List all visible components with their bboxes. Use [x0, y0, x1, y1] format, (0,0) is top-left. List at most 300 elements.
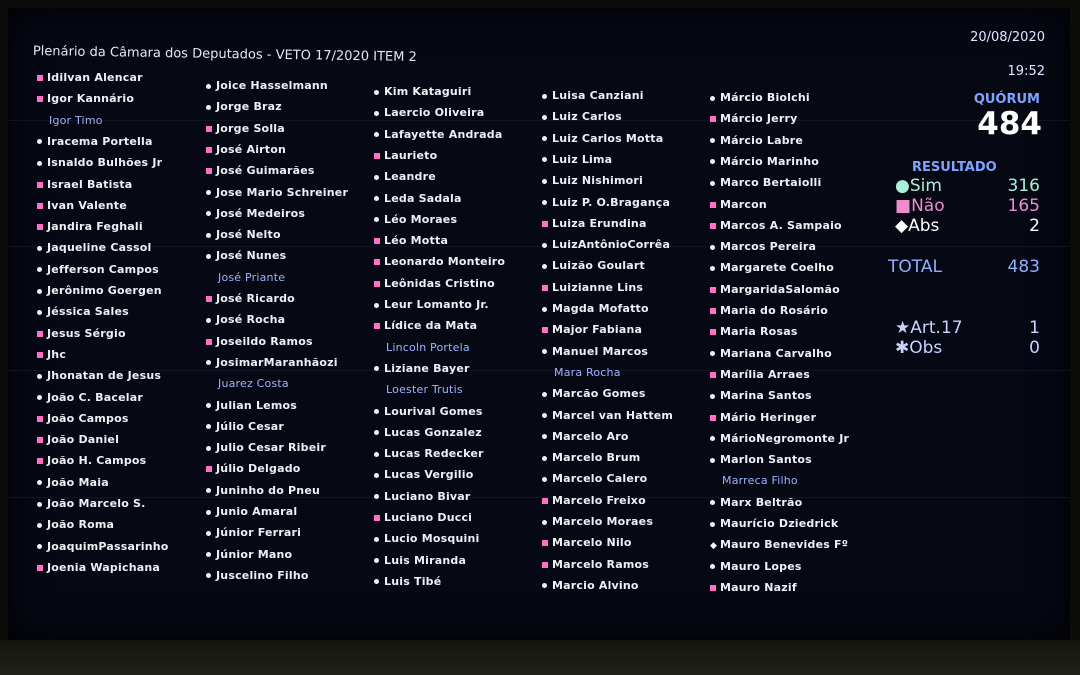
scan-line — [8, 246, 1070, 247]
sim-dot-icon — [206, 207, 216, 220]
deputy-name: João Marcelo S. — [47, 497, 146, 510]
deputy-vote-row — [37, 92, 134, 110]
deputy-vote-row — [37, 241, 151, 259]
deputy-vote-row — [206, 569, 309, 587]
deputy-name: Luiz Lima — [552, 152, 613, 166]
sim-dot-icon — [542, 174, 552, 187]
deputy-vote-row — [710, 347, 832, 365]
nao-square-icon — [37, 220, 47, 233]
deputy-name: Maria Rosas — [720, 325, 798, 339]
sim-dot-icon — [374, 426, 384, 439]
deputy-vote-row — [542, 259, 645, 277]
sim-dot-icon — [374, 468, 384, 481]
deputy-vote-row — [374, 277, 495, 295]
deputy-name: Luisa Canziani — [552, 89, 644, 102]
sim-dot-icon — [374, 128, 384, 141]
deputy-vote-row — [37, 114, 103, 132]
deputy-vote-row — [542, 153, 612, 171]
deputy-vote-row — [206, 399, 297, 417]
result-label: RESULTADO — [912, 160, 997, 175]
deputy-vote-row — [37, 476, 109, 494]
deputy-vote-row — [374, 490, 471, 508]
sim-dot-icon — [37, 135, 47, 148]
nao-square-icon — [37, 412, 47, 425]
deputy-vote-row — [37, 327, 126, 345]
deputy-name: JosimarMaranhãozi — [216, 355, 338, 369]
sim-dot-icon — [206, 79, 216, 92]
nao-square-icon — [206, 292, 216, 305]
sim-dot-icon — [206, 484, 216, 497]
deputy-name: Marcos A. Sampaio — [720, 218, 842, 232]
sim-dot-icon — [542, 196, 552, 209]
deputy-vote-row — [710, 261, 834, 279]
deputy-name: José Guimarães — [216, 164, 315, 178]
deputy-vote-row — [37, 71, 143, 89]
sim-dot-icon — [37, 369, 47, 382]
deputy-vote-row — [374, 149, 437, 167]
deputy-vote-row — [374, 234, 448, 252]
nao-square-icon — [206, 335, 216, 348]
deputy-name: Marcelo Freixo — [552, 493, 646, 507]
deputy-vote-row — [206, 79, 328, 97]
deputy-name: Márcio Jerry — [720, 112, 798, 126]
deputy-vote-row — [374, 298, 489, 316]
nao-square-icon — [542, 494, 552, 507]
nao-square-icon — [37, 178, 47, 191]
deputy-vote-row — [710, 283, 840, 301]
deputy-vote-row — [37, 369, 161, 387]
sim-dot-icon — [710, 432, 720, 445]
deputy-name: Júlio Delgado — [216, 462, 301, 476]
deputy-vote-row — [206, 207, 305, 225]
deputy-vote-row — [542, 132, 663, 150]
deputy-vote-row — [710, 198, 767, 216]
sim-dot-icon — [710, 517, 720, 530]
deputy-name: Laurieto — [384, 148, 438, 162]
sim-dot-icon — [37, 263, 47, 276]
deputy-vote-row — [37, 199, 127, 217]
sim-dot-icon — [206, 313, 216, 326]
nao-square-icon — [206, 143, 216, 156]
deputy-vote-row — [710, 474, 798, 492]
result-abs-label: ◆Abs — [895, 216, 940, 236]
scan-line — [8, 370, 1070, 371]
nao-square-icon — [542, 558, 552, 571]
deputy-vote-row — [37, 412, 129, 430]
deputy-name: Marreca Filho — [722, 474, 798, 488]
deputy-vote-row — [374, 426, 482, 444]
deputy-vote-row — [374, 341, 470, 359]
nao-square-icon — [710, 112, 720, 125]
deputy-name: Luciano Bivar — [384, 489, 471, 503]
deputy-vote-row — [542, 196, 670, 214]
deputy-vote-row — [710, 368, 810, 386]
deputy-name: Julian Lemos — [216, 398, 297, 412]
session-date: 20/08/2020 — [970, 30, 1045, 45]
result-total-label: TOTAL — [888, 257, 942, 277]
deputy-vote-row — [374, 554, 466, 572]
deputy-vote-row — [710, 496, 802, 514]
deputy-name: Jaqueline Cassol — [47, 241, 152, 255]
deputy-vote-row — [710, 453, 812, 471]
deputy-vote-row — [374, 213, 457, 231]
sim-dot-icon — [37, 305, 47, 318]
nao-square-icon — [542, 323, 552, 336]
sim-dot-icon — [542, 153, 552, 166]
sim-dot-icon — [206, 100, 216, 113]
deputy-name: Juninho do Pneu — [216, 483, 321, 497]
nao-square-icon — [710, 411, 720, 424]
deputy-vote-row — [206, 420, 284, 438]
nao-square-icon — [37, 199, 47, 212]
deputy-name: Jhc — [47, 347, 67, 361]
deputy-vote-row — [206, 462, 301, 480]
deputy-vote-row — [37, 540, 169, 558]
deputy-name: Ivan Valente — [47, 198, 127, 212]
deputy-name: Marlon Santos — [720, 453, 812, 467]
nao-square-icon — [206, 164, 216, 177]
deputy-name: Júnior Mano — [216, 547, 293, 561]
deputy-vote-row — [710, 581, 797, 599]
sim-dot-icon — [374, 575, 384, 588]
deputy-vote-row — [206, 548, 292, 566]
star-icon: ★ — [895, 318, 911, 338]
result-art17-value: 1 — [1029, 318, 1040, 338]
deputy-vote-row — [374, 511, 472, 529]
nao-square-icon — [710, 581, 720, 594]
nao-square-icon — [37, 92, 47, 105]
deputy-vote-row — [374, 383, 463, 401]
deputy-name: Lídice da Mata — [384, 319, 478, 333]
deputy-vote-row — [542, 558, 649, 576]
deputy-name: Maria do Rosário — [720, 304, 829, 317]
result-obs-label: ✱Obs — [895, 338, 943, 358]
deputy-name: Marcelo Calero — [552, 472, 648, 486]
sim-dot-icon — [542, 132, 552, 145]
deputy-vote-row — [542, 579, 639, 597]
deputy-vote-row — [374, 468, 474, 486]
result-sim-value: 316 — [1007, 176, 1040, 196]
deputy-name: Marcelo Ramos — [552, 557, 649, 571]
deputy-vote-row — [542, 323, 642, 341]
nao-square-icon — [710, 368, 720, 381]
deputy-vote-row — [374, 362, 470, 380]
deputy-vote-row — [37, 561, 160, 579]
deputy-vote-row — [710, 155, 819, 173]
deputy-vote-row — [710, 240, 816, 258]
deputy-name: Jandira Feghali — [47, 220, 143, 234]
deputy-name: Igor Timo — [49, 113, 103, 127]
sim-dot-icon — [37, 241, 47, 254]
sim-dot-icon — [710, 261, 720, 274]
deputy-vote-row — [542, 472, 647, 490]
nao-square-icon — [542, 536, 552, 549]
deputy-name: Leônidas Cristino — [384, 276, 495, 290]
deputy-name: Márcio Biolchi — [720, 91, 810, 104]
deputy-vote-row — [542, 110, 622, 128]
quorum-label: QUÓRUM — [973, 92, 1040, 107]
scan-line — [8, 497, 1070, 498]
deputy-vote-row — [710, 325, 798, 343]
nao-square-icon — [37, 561, 47, 574]
sim-dot-icon — [37, 391, 47, 404]
deputy-name: Márcio Marinho — [720, 154, 820, 168]
session-time: 19:52 — [1007, 64, 1045, 79]
deputy-name: Junio Amaral — [216, 505, 298, 518]
deputy-vote-row — [37, 284, 162, 302]
deputy-vote-row — [710, 560, 802, 578]
nao-square-icon — [37, 348, 47, 361]
deputy-vote-row — [206, 313, 285, 331]
nao-square-icon — [710, 198, 720, 211]
deputy-name: Mauro Nazif — [720, 580, 797, 594]
deputy-name: Leda Sadala — [384, 191, 462, 205]
deputy-vote-row — [37, 178, 132, 196]
nao-square-icon — [542, 281, 552, 294]
deputy-vote-row — [710, 411, 816, 429]
deputy-name: LuizAntônioCorrêa — [552, 238, 671, 252]
deputy-vote-row — [542, 494, 646, 512]
deputy-name: João Daniel — [47, 433, 120, 447]
sim-dot-icon — [710, 176, 720, 189]
deputy-name: José Nelto — [216, 228, 281, 242]
deputy-name: Kim Kataguiri — [384, 85, 472, 98]
deputy-name: Joenia Wapichana — [47, 560, 161, 574]
deputy-vote-row — [206, 441, 326, 459]
deputy-name: José Medeiros — [216, 206, 306, 220]
nao-square-icon — [710, 219, 720, 232]
deputy-name: Loester Trutis — [386, 383, 463, 397]
nao-square-icon — [37, 454, 47, 467]
deputy-name: Marcão Gomes — [552, 387, 646, 401]
sim-dot-icon — [374, 85, 384, 98]
deputy-vote-row — [206, 143, 286, 161]
sim-dot-icon — [542, 579, 552, 592]
deputy-name: Léo Motta — [384, 234, 449, 248]
sim-dot-icon — [710, 134, 720, 147]
deputy-vote-row — [542, 281, 643, 299]
sim-dot-icon — [374, 192, 384, 205]
deputy-vote-row — [542, 515, 653, 533]
deputy-name: João Roma — [47, 518, 115, 532]
deputy-name: Leonardo Monteiro — [384, 255, 506, 269]
deputy-vote-row — [206, 356, 338, 374]
deputy-name: Marília Arraes — [720, 367, 810, 381]
deputy-name: Marcelo Brum — [552, 451, 641, 465]
sim-dot-icon — [542, 515, 552, 528]
deputy-name: Israel Batista — [47, 177, 133, 191]
sim-dot-icon — [206, 186, 216, 199]
sim-dot-icon — [542, 259, 552, 272]
nao-square-icon — [710, 325, 720, 338]
deputy-vote-row — [374, 447, 484, 465]
nao-square-icon: ■ — [895, 196, 912, 216]
nao-square-icon — [206, 462, 216, 475]
nao-square-icon — [710, 283, 720, 296]
session-title: Plenário da Câmara dos Deputados - VETO 17/2020 ITEM 2 — [32, 44, 417, 66]
deputy-vote-row — [374, 319, 477, 337]
nao-square-icon — [374, 149, 384, 162]
deputy-name: MárioNegromonte Jr — [720, 431, 850, 445]
result-sim-label: ●Sim — [895, 176, 942, 196]
sim-dot-icon — [542, 409, 552, 422]
nao-square-icon — [374, 277, 384, 290]
result-total-value: 483 — [1007, 257, 1040, 277]
deputy-name: Jesus Sérgio — [47, 326, 126, 340]
deputy-name: Luiz P. O.Bragança — [552, 195, 671, 209]
deputy-name: Major Fabiana — [552, 323, 643, 337]
deputy-name: Marcon — [720, 197, 767, 211]
deputy-name: Julio Cesar Ribeir — [216, 441, 326, 455]
deputy-name: Lourival Gomes — [384, 404, 483, 418]
sim-dot-icon — [374, 106, 384, 119]
sim-dot-icon — [206, 420, 216, 433]
deputy-name: José Priante — [218, 270, 286, 284]
deputy-name: Iracema Portella — [47, 134, 153, 148]
deputy-vote-row — [37, 263, 159, 281]
sim-dot-icon — [374, 447, 384, 460]
nao-square-icon — [374, 511, 384, 524]
deputy-name: Luis Tibé — [384, 574, 442, 588]
nao-square-icon — [710, 304, 720, 317]
deputy-name: Margarete Coelho — [720, 261, 834, 275]
deputy-name: Mauro Lopes — [720, 559, 802, 573]
deputy-name: Luis Miranda — [384, 553, 467, 567]
deputy-vote-row — [206, 164, 315, 182]
sim-dot-icon — [542, 238, 552, 251]
deputy-vote-row — [37, 135, 153, 153]
deputy-vote-row — [542, 217, 647, 235]
deputy-vote-row — [710, 112, 797, 130]
sim-dot-icon — [542, 430, 552, 443]
deputy-name: Marcelo Nilo — [552, 536, 632, 550]
deputy-vote-row — [206, 186, 348, 204]
deputy-vote-row — [710, 176, 822, 194]
deputy-vote-row — [542, 451, 640, 469]
deputy-vote-row — [37, 156, 162, 174]
sim-dot-icon — [374, 362, 384, 375]
nao-square-icon — [542, 217, 552, 230]
sim-dot-icon — [710, 155, 720, 168]
deputy-name: Juscelino Filho — [216, 568, 309, 582]
deputy-name: Lucas Redecker — [384, 447, 484, 461]
sim-dot-icon — [37, 476, 47, 489]
result-art17 — [895, 318, 1045, 338]
deputy-name: Jefferson Campos — [47, 262, 159, 276]
deputy-name: José Airton — [216, 142, 287, 156]
deputy-name: Manuel Marcos — [552, 344, 649, 358]
sim-dot-icon: ● — [895, 176, 910, 196]
deputy-vote-row — [206, 292, 295, 310]
deputy-name: Marina Santos — [720, 389, 812, 403]
deputy-name: Márcio Labre — [720, 133, 804, 147]
sim-dot-icon — [710, 240, 720, 253]
sim-dot-icon — [542, 472, 552, 485]
deputy-vote-row — [542, 387, 646, 405]
deputy-vote-row — [542, 430, 629, 448]
deputy-vote-row — [374, 405, 483, 423]
sim-dot-icon — [206, 526, 216, 539]
deputy-vote-row — [206, 100, 282, 118]
sim-dot-icon — [37, 497, 47, 510]
deputy-name: Jose Mario Schreiner — [216, 185, 349, 199]
sim-dot-icon — [37, 156, 47, 169]
deputy-name: João C. Bacelar — [47, 390, 143, 404]
sim-dot-icon — [542, 89, 552, 102]
deputy-vote-row — [710, 134, 803, 152]
deputy-vote-row — [374, 532, 479, 550]
sim-dot-icon — [374, 170, 384, 183]
deputy-name: Marco Bertaiolli — [720, 176, 822, 190]
deputy-vote-row — [206, 335, 313, 353]
deputy-name: Júlio Cesar — [216, 419, 284, 433]
deputy-vote-row — [374, 255, 505, 273]
deputy-vote-row — [206, 122, 285, 140]
sim-dot-icon — [206, 569, 216, 582]
nao-square-icon — [374, 255, 384, 268]
sim-dot-icon — [206, 505, 216, 518]
deputy-vote-row — [37, 454, 146, 472]
deputy-vote-row — [710, 304, 828, 322]
sim-dot-icon — [206, 228, 216, 241]
deputy-vote-row — [542, 238, 670, 256]
deputy-vote-row — [542, 302, 649, 320]
deputy-vote-row — [206, 505, 297, 523]
result-total — [888, 257, 1045, 277]
sim-dot-icon — [206, 356, 216, 369]
deputy-name: Jhonatan de Jesus — [47, 369, 162, 383]
deputy-name: Mauro Benevides Fº — [720, 538, 849, 552]
deputy-vote-row — [374, 575, 441, 593]
asterisk-icon: ✱ — [895, 338, 910, 358]
deputy-name: Luiza Erundina — [552, 216, 647, 230]
deputy-vote-row — [206, 228, 281, 246]
deputy-vote-row — [374, 192, 462, 210]
deputy-name: José Rocha — [216, 313, 286, 327]
sim-dot-icon — [374, 405, 384, 418]
deputy-vote-row — [710, 432, 849, 450]
deputy-name: Marcel van Hattem — [552, 408, 674, 422]
deputy-vote-row — [542, 89, 644, 107]
deputy-name: Magda Mofatto — [552, 302, 649, 315]
result-sim — [895, 176, 1045, 196]
deputy-vote-row — [542, 174, 643, 192]
result-nao-value: 165 — [1007, 196, 1040, 216]
deputy-name: João Maia — [47, 475, 109, 489]
deputy-name: Marcos Pereira — [720, 240, 817, 254]
sim-dot-icon — [542, 302, 552, 315]
result-abs — [895, 216, 1045, 236]
abs-diamond-icon: ◆ — [895, 216, 909, 236]
sim-dot-icon — [542, 387, 552, 400]
sim-dot-icon — [374, 554, 384, 567]
deputy-name: Joice Hasselmann — [216, 79, 328, 92]
deputy-vote-row — [37, 518, 114, 536]
deputy-name: José Nunes — [216, 249, 287, 263]
deputy-name: Luizianne Lins — [552, 280, 644, 294]
panel-bezel — [0, 640, 1080, 675]
deputy-vote-row — [374, 85, 472, 103]
nao-square-icon — [37, 327, 47, 340]
deputy-name: Mara Rocha — [554, 365, 621, 379]
quorum-value: 484 — [977, 106, 1042, 142]
deputy-name: Leur Lomanto Jr. — [384, 298, 489, 311]
deputy-name: Luizão Goulart — [552, 259, 645, 273]
deputy-name: João H. Campos — [47, 454, 147, 468]
result-obs — [895, 338, 1045, 358]
deputy-name: Lucas Gonzalez — [384, 425, 482, 439]
deputy-vote-row — [710, 389, 812, 407]
